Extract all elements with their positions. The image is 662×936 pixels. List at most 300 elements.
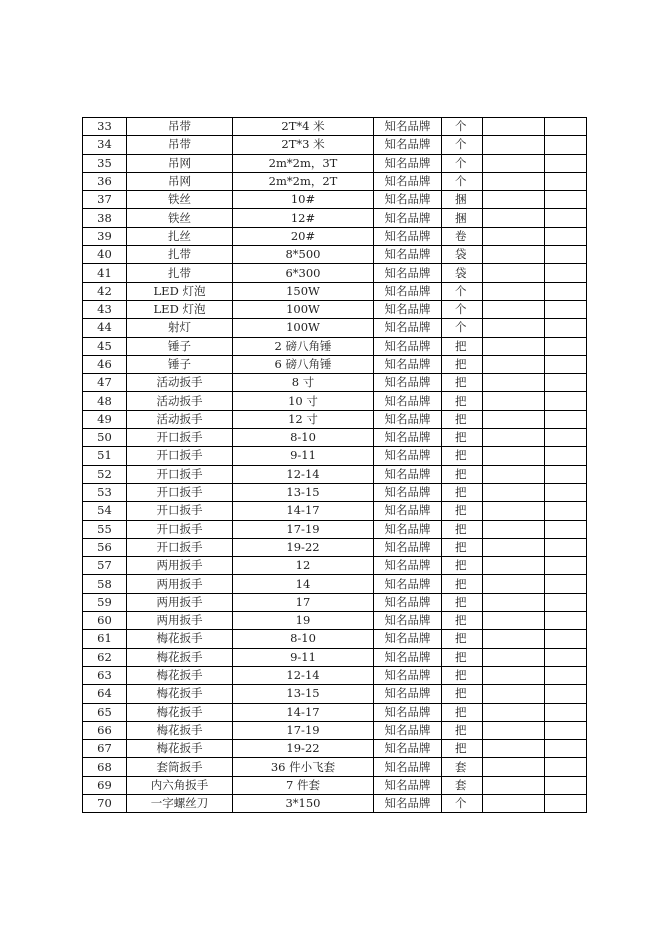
item-spec-cell: 150W bbox=[233, 282, 374, 300]
item-quantity-cell bbox=[483, 374, 545, 392]
item-unit-cell: 个 bbox=[442, 172, 483, 190]
item-remark-cell bbox=[545, 319, 587, 337]
item-quantity-cell bbox=[483, 447, 545, 465]
item-unit-cell: 捆 bbox=[442, 209, 483, 227]
item-remark-cell bbox=[545, 337, 587, 355]
item-unit-cell: 袋 bbox=[442, 246, 483, 264]
item-remark-cell bbox=[545, 630, 587, 648]
item-unit-cell: 把 bbox=[442, 429, 483, 447]
item-brand-cell: 知名品牌 bbox=[374, 685, 442, 703]
item-unit-cell: 套 bbox=[442, 758, 483, 776]
item-number-cell: 61 bbox=[83, 630, 127, 648]
item-name-cell: 射灯 bbox=[127, 319, 233, 337]
item-brand-cell: 知名品牌 bbox=[374, 740, 442, 758]
item-name-cell: 开口扳手 bbox=[127, 502, 233, 520]
item-name-cell: 开口扳手 bbox=[127, 483, 233, 501]
item-unit-cell: 卷 bbox=[442, 227, 483, 245]
item-name-cell: 两用扳手 bbox=[127, 557, 233, 575]
table-row bbox=[83, 429, 587, 447]
item-brand-cell: 知名品牌 bbox=[374, 721, 442, 739]
item-quantity-cell bbox=[483, 264, 545, 282]
table-row bbox=[83, 355, 587, 373]
item-name-cell: 两用扳手 bbox=[127, 575, 233, 593]
item-brand-cell: 知名品牌 bbox=[374, 557, 442, 575]
item-unit-cell: 套 bbox=[442, 776, 483, 794]
item-number-cell: 62 bbox=[83, 648, 127, 666]
item-name-cell: 套筒扳手 bbox=[127, 758, 233, 776]
item-brand-cell: 知名品牌 bbox=[374, 264, 442, 282]
item-remark-cell bbox=[545, 429, 587, 447]
item-number-cell: 56 bbox=[83, 538, 127, 556]
item-remark-cell bbox=[545, 447, 587, 465]
item-brand-cell: 知名品牌 bbox=[374, 794, 442, 812]
item-quantity-cell bbox=[483, 740, 545, 758]
item-quantity-cell bbox=[483, 703, 545, 721]
item-quantity-cell bbox=[483, 319, 545, 337]
item-unit-cell: 把 bbox=[442, 538, 483, 556]
item-brand-cell: 知名品牌 bbox=[374, 227, 442, 245]
item-remark-cell bbox=[545, 209, 587, 227]
item-name-cell: 开口扳手 bbox=[127, 465, 233, 483]
item-number-cell: 70 bbox=[83, 794, 127, 812]
item-number-cell: 51 bbox=[83, 447, 127, 465]
item-spec-cell: 2m*2m，2T bbox=[233, 172, 374, 190]
item-brand-cell: 知名品牌 bbox=[374, 246, 442, 264]
item-spec-cell: 8 寸 bbox=[233, 374, 374, 392]
item-name-cell: 梅花扳手 bbox=[127, 666, 233, 684]
item-number-cell: 65 bbox=[83, 703, 127, 721]
item-spec-cell: 12-14 bbox=[233, 465, 374, 483]
item-brand-cell: 知名品牌 bbox=[374, 118, 442, 136]
item-quantity-cell bbox=[483, 429, 545, 447]
table-row bbox=[83, 612, 587, 630]
item-quantity-cell bbox=[483, 392, 545, 410]
item-number-cell: 63 bbox=[83, 666, 127, 684]
item-number-cell: 41 bbox=[83, 264, 127, 282]
item-quantity-cell bbox=[483, 483, 545, 501]
item-name-cell: 内六角扳手 bbox=[127, 776, 233, 794]
item-remark-cell bbox=[545, 410, 587, 428]
item-remark-cell bbox=[545, 374, 587, 392]
item-brand-cell: 知名品牌 bbox=[374, 575, 442, 593]
item-brand-cell: 知名品牌 bbox=[374, 410, 442, 428]
item-name-cell: 开口扳手 bbox=[127, 447, 233, 465]
item-unit-cell: 把 bbox=[442, 630, 483, 648]
item-spec-cell: 14 bbox=[233, 575, 374, 593]
item-quantity-cell bbox=[483, 227, 545, 245]
item-brand-cell: 知名品牌 bbox=[374, 502, 442, 520]
item-name-cell: 活动扳手 bbox=[127, 374, 233, 392]
item-spec-cell: 12 寸 bbox=[233, 410, 374, 428]
item-name-cell: 梅花扳手 bbox=[127, 648, 233, 666]
item-brand-cell: 知名品牌 bbox=[374, 483, 442, 501]
item-brand-cell: 知名品牌 bbox=[374, 374, 442, 392]
item-number-cell: 34 bbox=[83, 136, 127, 154]
table-row bbox=[83, 465, 587, 483]
item-number-cell: 49 bbox=[83, 410, 127, 428]
table-row bbox=[83, 374, 587, 392]
item-quantity-cell bbox=[483, 612, 545, 630]
item-unit-cell: 把 bbox=[442, 740, 483, 758]
item-name-cell: 吊网 bbox=[127, 154, 233, 172]
item-number-cell: 33 bbox=[83, 118, 127, 136]
item-spec-cell: 9-11 bbox=[233, 447, 374, 465]
item-unit-cell: 把 bbox=[442, 703, 483, 721]
item-brand-cell: 知名品牌 bbox=[374, 520, 442, 538]
item-unit-cell: 把 bbox=[442, 648, 483, 666]
item-number-cell: 64 bbox=[83, 685, 127, 703]
item-remark-cell bbox=[545, 685, 587, 703]
item-number-cell: 37 bbox=[83, 191, 127, 209]
item-name-cell: 一字螺丝刀 bbox=[127, 794, 233, 812]
item-quantity-cell bbox=[483, 538, 545, 556]
item-spec-cell: 14-17 bbox=[233, 502, 374, 520]
item-name-cell: 吊带 bbox=[127, 136, 233, 154]
item-unit-cell: 把 bbox=[442, 612, 483, 630]
item-name-cell: 梅花扳手 bbox=[127, 721, 233, 739]
table-row bbox=[83, 392, 587, 410]
item-number-cell: 52 bbox=[83, 465, 127, 483]
item-spec-cell: 3*150 bbox=[233, 794, 374, 812]
item-name-cell: 梅花扳手 bbox=[127, 703, 233, 721]
item-quantity-cell bbox=[483, 246, 545, 264]
item-spec-cell: 12-14 bbox=[233, 666, 374, 684]
item-spec-cell: 6 磅八角锤 bbox=[233, 355, 374, 373]
item-quantity-cell bbox=[483, 593, 545, 611]
item-number-cell: 59 bbox=[83, 593, 127, 611]
item-remark-cell bbox=[545, 612, 587, 630]
item-spec-cell: 12# bbox=[233, 209, 374, 227]
table-row bbox=[83, 740, 587, 758]
item-unit-cell: 个 bbox=[442, 794, 483, 812]
item-remark-cell bbox=[545, 118, 587, 136]
item-quantity-cell bbox=[483, 630, 545, 648]
table-row bbox=[83, 648, 587, 666]
item-number-cell: 67 bbox=[83, 740, 127, 758]
item-brand-cell: 知名品牌 bbox=[374, 758, 442, 776]
item-remark-cell bbox=[545, 648, 587, 666]
item-remark-cell bbox=[545, 246, 587, 264]
item-name-cell: 扎丝 bbox=[127, 227, 233, 245]
item-spec-cell: 19 bbox=[233, 612, 374, 630]
table-row bbox=[83, 264, 587, 282]
item-unit-cell: 个 bbox=[442, 319, 483, 337]
item-name-cell: 活动扳手 bbox=[127, 392, 233, 410]
item-quantity-cell bbox=[483, 136, 545, 154]
item-remark-cell bbox=[545, 575, 587, 593]
inventory-table bbox=[82, 117, 587, 813]
table-row bbox=[83, 337, 587, 355]
item-name-cell: 活动扳手 bbox=[127, 410, 233, 428]
item-remark-cell bbox=[545, 666, 587, 684]
inventory-table-body bbox=[83, 118, 587, 813]
item-name-cell: 开口扳手 bbox=[127, 520, 233, 538]
item-quantity-cell bbox=[483, 758, 545, 776]
item-unit-cell: 把 bbox=[442, 374, 483, 392]
item-remark-cell bbox=[545, 172, 587, 190]
item-number-cell: 44 bbox=[83, 319, 127, 337]
item-unit-cell: 把 bbox=[442, 520, 483, 538]
item-number-cell: 43 bbox=[83, 300, 127, 318]
item-name-cell: 吊网 bbox=[127, 172, 233, 190]
item-number-cell: 40 bbox=[83, 246, 127, 264]
item-unit-cell: 把 bbox=[442, 557, 483, 575]
item-remark-cell bbox=[545, 264, 587, 282]
table-row bbox=[83, 191, 587, 209]
item-spec-cell: 17-19 bbox=[233, 520, 374, 538]
table-row bbox=[83, 666, 587, 684]
item-quantity-cell bbox=[483, 154, 545, 172]
table-row bbox=[83, 685, 587, 703]
item-spec-cell: 2m*2m，3T bbox=[233, 154, 374, 172]
item-remark-cell bbox=[545, 282, 587, 300]
item-brand-cell: 知名品牌 bbox=[374, 593, 442, 611]
item-quantity-cell bbox=[483, 355, 545, 373]
table-row bbox=[83, 172, 587, 190]
item-quantity-cell bbox=[483, 209, 545, 227]
item-number-cell: 54 bbox=[83, 502, 127, 520]
table-row bbox=[83, 575, 587, 593]
item-spec-cell: 19-22 bbox=[233, 740, 374, 758]
item-remark-cell bbox=[545, 758, 587, 776]
table-row bbox=[83, 282, 587, 300]
item-spec-cell: 13-15 bbox=[233, 483, 374, 501]
item-remark-cell bbox=[545, 392, 587, 410]
table-row bbox=[83, 483, 587, 501]
item-number-cell: 39 bbox=[83, 227, 127, 245]
item-remark-cell bbox=[545, 557, 587, 575]
item-spec-cell: 2T*4 米 bbox=[233, 118, 374, 136]
item-number-cell: 66 bbox=[83, 721, 127, 739]
item-brand-cell: 知名品牌 bbox=[374, 136, 442, 154]
item-unit-cell: 捆 bbox=[442, 191, 483, 209]
item-number-cell: 68 bbox=[83, 758, 127, 776]
table-row bbox=[83, 447, 587, 465]
item-brand-cell: 知名品牌 bbox=[374, 319, 442, 337]
table-row bbox=[83, 776, 587, 794]
table-row bbox=[83, 227, 587, 245]
table-row bbox=[83, 502, 587, 520]
item-number-cell: 55 bbox=[83, 520, 127, 538]
item-remark-cell bbox=[545, 794, 587, 812]
item-quantity-cell bbox=[483, 520, 545, 538]
item-quantity-cell bbox=[483, 502, 545, 520]
item-quantity-cell bbox=[483, 685, 545, 703]
item-spec-cell: 7 件套 bbox=[233, 776, 374, 794]
item-number-cell: 45 bbox=[83, 337, 127, 355]
table-row bbox=[83, 136, 587, 154]
item-name-cell: LED 灯泡 bbox=[127, 300, 233, 318]
item-spec-cell: 17 bbox=[233, 593, 374, 611]
table-row bbox=[83, 300, 587, 318]
item-remark-cell bbox=[545, 721, 587, 739]
table-row bbox=[83, 319, 587, 337]
item-name-cell: 两用扳手 bbox=[127, 593, 233, 611]
item-quantity-cell bbox=[483, 300, 545, 318]
item-number-cell: 36 bbox=[83, 172, 127, 190]
item-brand-cell: 知名品牌 bbox=[374, 300, 442, 318]
item-spec-cell: 13-15 bbox=[233, 685, 374, 703]
item-unit-cell: 把 bbox=[442, 575, 483, 593]
item-brand-cell: 知名品牌 bbox=[374, 355, 442, 373]
item-brand-cell: 知名品牌 bbox=[374, 612, 442, 630]
item-unit-cell: 个 bbox=[442, 118, 483, 136]
item-remark-cell bbox=[545, 154, 587, 172]
item-quantity-cell bbox=[483, 557, 545, 575]
item-number-cell: 42 bbox=[83, 282, 127, 300]
item-number-cell: 50 bbox=[83, 429, 127, 447]
item-remark-cell bbox=[545, 776, 587, 794]
item-remark-cell bbox=[545, 520, 587, 538]
item-quantity-cell bbox=[483, 794, 545, 812]
item-brand-cell: 知名品牌 bbox=[374, 282, 442, 300]
item-number-cell: 57 bbox=[83, 557, 127, 575]
item-unit-cell: 个 bbox=[442, 136, 483, 154]
table-row bbox=[83, 538, 587, 556]
table-row bbox=[83, 630, 587, 648]
item-quantity-cell bbox=[483, 172, 545, 190]
item-unit-cell: 把 bbox=[442, 355, 483, 373]
table-row bbox=[83, 721, 587, 739]
item-quantity-cell bbox=[483, 118, 545, 136]
item-spec-cell: 2T*3 米 bbox=[233, 136, 374, 154]
item-number-cell: 69 bbox=[83, 776, 127, 794]
item-brand-cell: 知名品牌 bbox=[374, 666, 442, 684]
table-row bbox=[83, 154, 587, 172]
item-remark-cell bbox=[545, 136, 587, 154]
item-unit-cell: 把 bbox=[442, 410, 483, 428]
table-row bbox=[83, 703, 587, 721]
item-brand-cell: 知名品牌 bbox=[374, 172, 442, 190]
item-remark-cell bbox=[545, 465, 587, 483]
item-name-cell: 吊带 bbox=[127, 118, 233, 136]
item-name-cell: 铁丝 bbox=[127, 209, 233, 227]
item-quantity-cell bbox=[483, 776, 545, 794]
item-quantity-cell bbox=[483, 410, 545, 428]
item-remark-cell bbox=[545, 191, 587, 209]
item-remark-cell bbox=[545, 538, 587, 556]
item-name-cell: 梅花扳手 bbox=[127, 685, 233, 703]
item-brand-cell: 知名品牌 bbox=[374, 209, 442, 227]
table-row bbox=[83, 118, 587, 136]
item-unit-cell: 袋 bbox=[442, 264, 483, 282]
item-unit-cell: 把 bbox=[442, 465, 483, 483]
table-row bbox=[83, 557, 587, 575]
item-spec-cell: 10 寸 bbox=[233, 392, 374, 410]
item-brand-cell: 知名品牌 bbox=[374, 154, 442, 172]
item-name-cell: 扎带 bbox=[127, 264, 233, 282]
item-quantity-cell bbox=[483, 282, 545, 300]
item-remark-cell bbox=[545, 355, 587, 373]
item-spec-cell: 9-11 bbox=[233, 648, 374, 666]
item-unit-cell: 个 bbox=[442, 282, 483, 300]
item-unit-cell: 把 bbox=[442, 337, 483, 355]
item-quantity-cell bbox=[483, 721, 545, 739]
item-name-cell: 两用扳手 bbox=[127, 612, 233, 630]
item-remark-cell bbox=[545, 300, 587, 318]
item-name-cell: 锤子 bbox=[127, 337, 233, 355]
item-quantity-cell bbox=[483, 465, 545, 483]
item-unit-cell: 个 bbox=[442, 300, 483, 318]
item-quantity-cell bbox=[483, 575, 545, 593]
item-spec-cell: 6*300 bbox=[233, 264, 374, 282]
item-name-cell: 锤子 bbox=[127, 355, 233, 373]
item-spec-cell: 20# bbox=[233, 227, 374, 245]
item-name-cell: 开口扳手 bbox=[127, 538, 233, 556]
table-row bbox=[83, 209, 587, 227]
item-unit-cell: 把 bbox=[442, 593, 483, 611]
item-spec-cell: 36 件小飞套 bbox=[233, 758, 374, 776]
item-name-cell: 开口扳手 bbox=[127, 429, 233, 447]
item-name-cell: 梅花扳手 bbox=[127, 630, 233, 648]
item-name-cell: 铁丝 bbox=[127, 191, 233, 209]
item-number-cell: 38 bbox=[83, 209, 127, 227]
item-number-cell: 48 bbox=[83, 392, 127, 410]
item-unit-cell: 把 bbox=[442, 666, 483, 684]
item-number-cell: 47 bbox=[83, 374, 127, 392]
item-number-cell: 58 bbox=[83, 575, 127, 593]
item-unit-cell: 把 bbox=[442, 447, 483, 465]
item-brand-cell: 知名品牌 bbox=[374, 538, 442, 556]
item-remark-cell bbox=[545, 483, 587, 501]
item-unit-cell: 把 bbox=[442, 502, 483, 520]
table-row bbox=[83, 520, 587, 538]
item-brand-cell: 知名品牌 bbox=[374, 429, 442, 447]
item-spec-cell: 19-22 bbox=[233, 538, 374, 556]
item-brand-cell: 知名品牌 bbox=[374, 447, 442, 465]
item-brand-cell: 知名品牌 bbox=[374, 392, 442, 410]
item-number-cell: 46 bbox=[83, 355, 127, 373]
item-quantity-cell bbox=[483, 337, 545, 355]
item-quantity-cell bbox=[483, 666, 545, 684]
item-brand-cell: 知名品牌 bbox=[374, 337, 442, 355]
item-spec-cell: 8-10 bbox=[233, 630, 374, 648]
item-remark-cell bbox=[545, 740, 587, 758]
item-quantity-cell bbox=[483, 191, 545, 209]
table-row bbox=[83, 593, 587, 611]
item-name-cell: LED 灯泡 bbox=[127, 282, 233, 300]
item-brand-cell: 知名品牌 bbox=[374, 776, 442, 794]
item-spec-cell: 8-10 bbox=[233, 429, 374, 447]
item-remark-cell bbox=[545, 227, 587, 245]
item-brand-cell: 知名品牌 bbox=[374, 703, 442, 721]
item-brand-cell: 知名品牌 bbox=[374, 630, 442, 648]
item-spec-cell: 8*500 bbox=[233, 246, 374, 264]
item-name-cell: 扎带 bbox=[127, 246, 233, 264]
item-remark-cell bbox=[545, 703, 587, 721]
item-spec-cell: 17-19 bbox=[233, 721, 374, 739]
item-spec-cell: 10# bbox=[233, 191, 374, 209]
item-name-cell: 梅花扳手 bbox=[127, 740, 233, 758]
table-row bbox=[83, 758, 587, 776]
item-unit-cell: 把 bbox=[442, 685, 483, 703]
item-number-cell: 60 bbox=[83, 612, 127, 630]
item-spec-cell: 100W bbox=[233, 319, 374, 337]
table-row bbox=[83, 794, 587, 812]
item-unit-cell: 把 bbox=[442, 721, 483, 739]
item-unit-cell: 把 bbox=[442, 483, 483, 501]
item-number-cell: 53 bbox=[83, 483, 127, 501]
item-unit-cell: 把 bbox=[442, 392, 483, 410]
item-brand-cell: 知名品牌 bbox=[374, 191, 442, 209]
item-number-cell: 35 bbox=[83, 154, 127, 172]
item-remark-cell bbox=[545, 502, 587, 520]
item-spec-cell: 14-17 bbox=[233, 703, 374, 721]
item-unit-cell: 个 bbox=[442, 154, 483, 172]
item-remark-cell bbox=[545, 593, 587, 611]
table-row bbox=[83, 246, 587, 264]
table-row bbox=[83, 410, 587, 428]
